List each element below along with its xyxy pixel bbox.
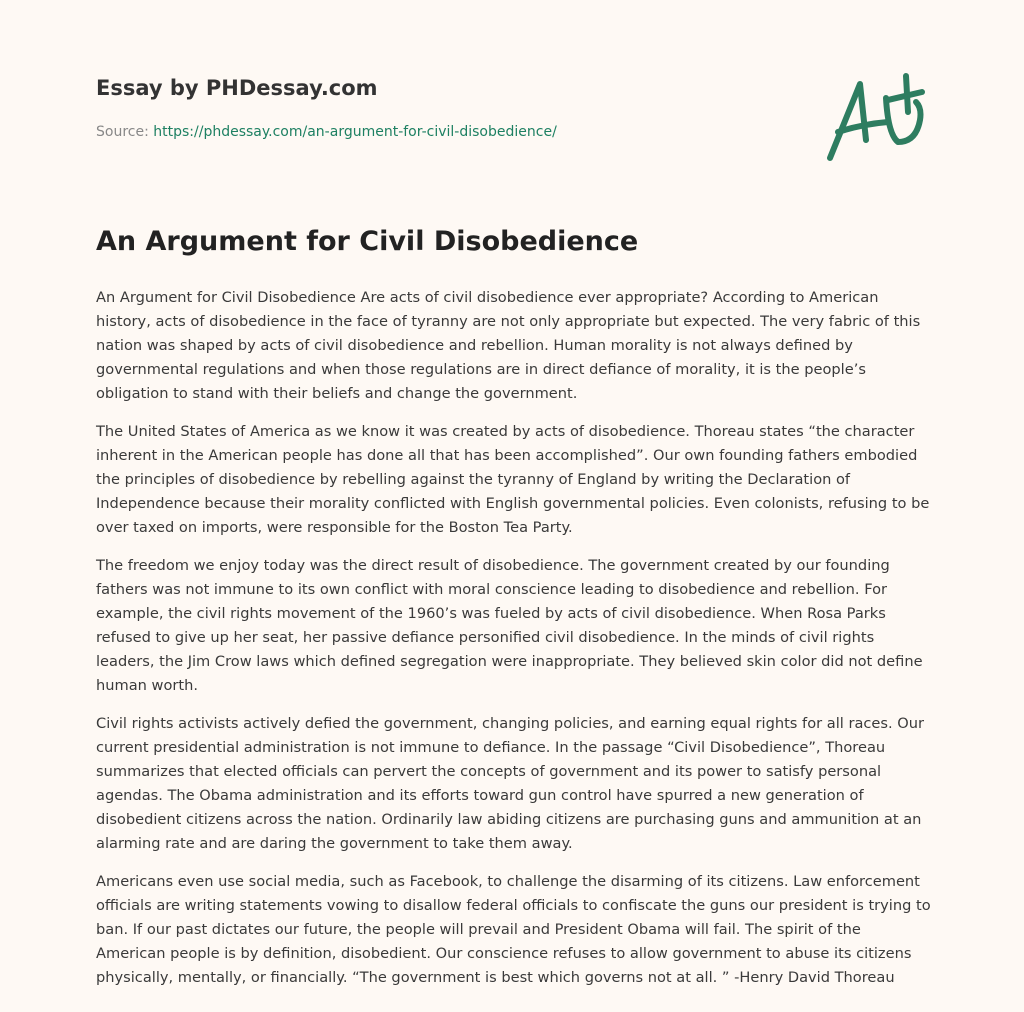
source-label: Source: <box>96 124 149 140</box>
essay-paragraph: The United States of America as we know it was created by acts of disobedience. Thoreau states “the character inherent in the American people has done all that has been accomplished”. Our own founding fathers embodied the principles of disobedience by rebelling against the tyranny of England by writing the Declaration of Independence because their morality conflicted with English governmental policies. Even colonists, refusing to be over taxed on imports, were responsible for the Boston Tea Party. <box>96 423 930 536</box>
source-line <box>96 124 557 140</box>
essay-paragraph: An Argument for Civil Disobedience Are acts of civil disobedience ever appropriate? According to American history, acts of disobedience in the face of tyranny are not only appropriate but expected. The very fabric of this nation was shaped by acts of civil disobedience and rebellion. Human morality is not always defined by governmental regulations and when those regulations are in direct defiance of morality, it is the people’s obligation to stand with their beliefs and change the government. <box>96 289 921 402</box>
essay-paragraph: Americans even use social media, such as Facebook, to challenge the disarming of its citizens. Law enforcement officials are writing statements vowing to disallow federal officials to confiscate the guns our president is trying to ban. If our past dictates our future, the people will prevail and President Obama will fail. The spirit of the American people is by definition, disobedient. Our conscience refuses to allow government to abuse its citizens physically, mentally, or financially. “The government is best which governs not at all. ” -Henry David Thoreau <box>96 873 931 986</box>
essay-paragraph: The freedom we enjoy today was the direct result of disobedience. The government created by our founding fathers was not immune to its own conflict with moral conscience leading to disobedience and rebellion. For example, the civil rights movement of the 1960’s was fueled by acts of civil disobedience. When Rosa Parks refused to give up her seat, her passive defiance personified civil disobedience. In the minds of civil rights leaders, the Jim Crow laws which defined segregation were inappropriate. They believed skin color did not define human worth. <box>96 557 923 694</box>
essay-paragraph: Civil rights activists actively defied the government, changing policies, and earning equal rights for all races. Our current presidential administration is not immune to defiance. In the passage “Civil Disobedience”, Thoreau summarizes that elected officials can pervert the concepts of government and its power to satisfy personal agendas. The Obama administration and its efforts toward gun control have spurred a new generation of disobedient citizens across the nation. Ordinarily law abiding citizens are purchasing guns and ammunition at an alarming rate and are daring the government to take them away. <box>96 715 925 852</box>
essay-body <box>96 286 932 1004</box>
source-link[interactable]: https://phdessay.com/an-argument-for-civil-disobedience/ <box>153 124 557 140</box>
brand-title: Essay by PHDessay.com <box>96 76 378 100</box>
essay-title: An Argument for Civil Disobedience <box>96 226 639 257</box>
a-plus-logo-icon <box>818 64 938 174</box>
page-header <box>0 0 1024 200</box>
